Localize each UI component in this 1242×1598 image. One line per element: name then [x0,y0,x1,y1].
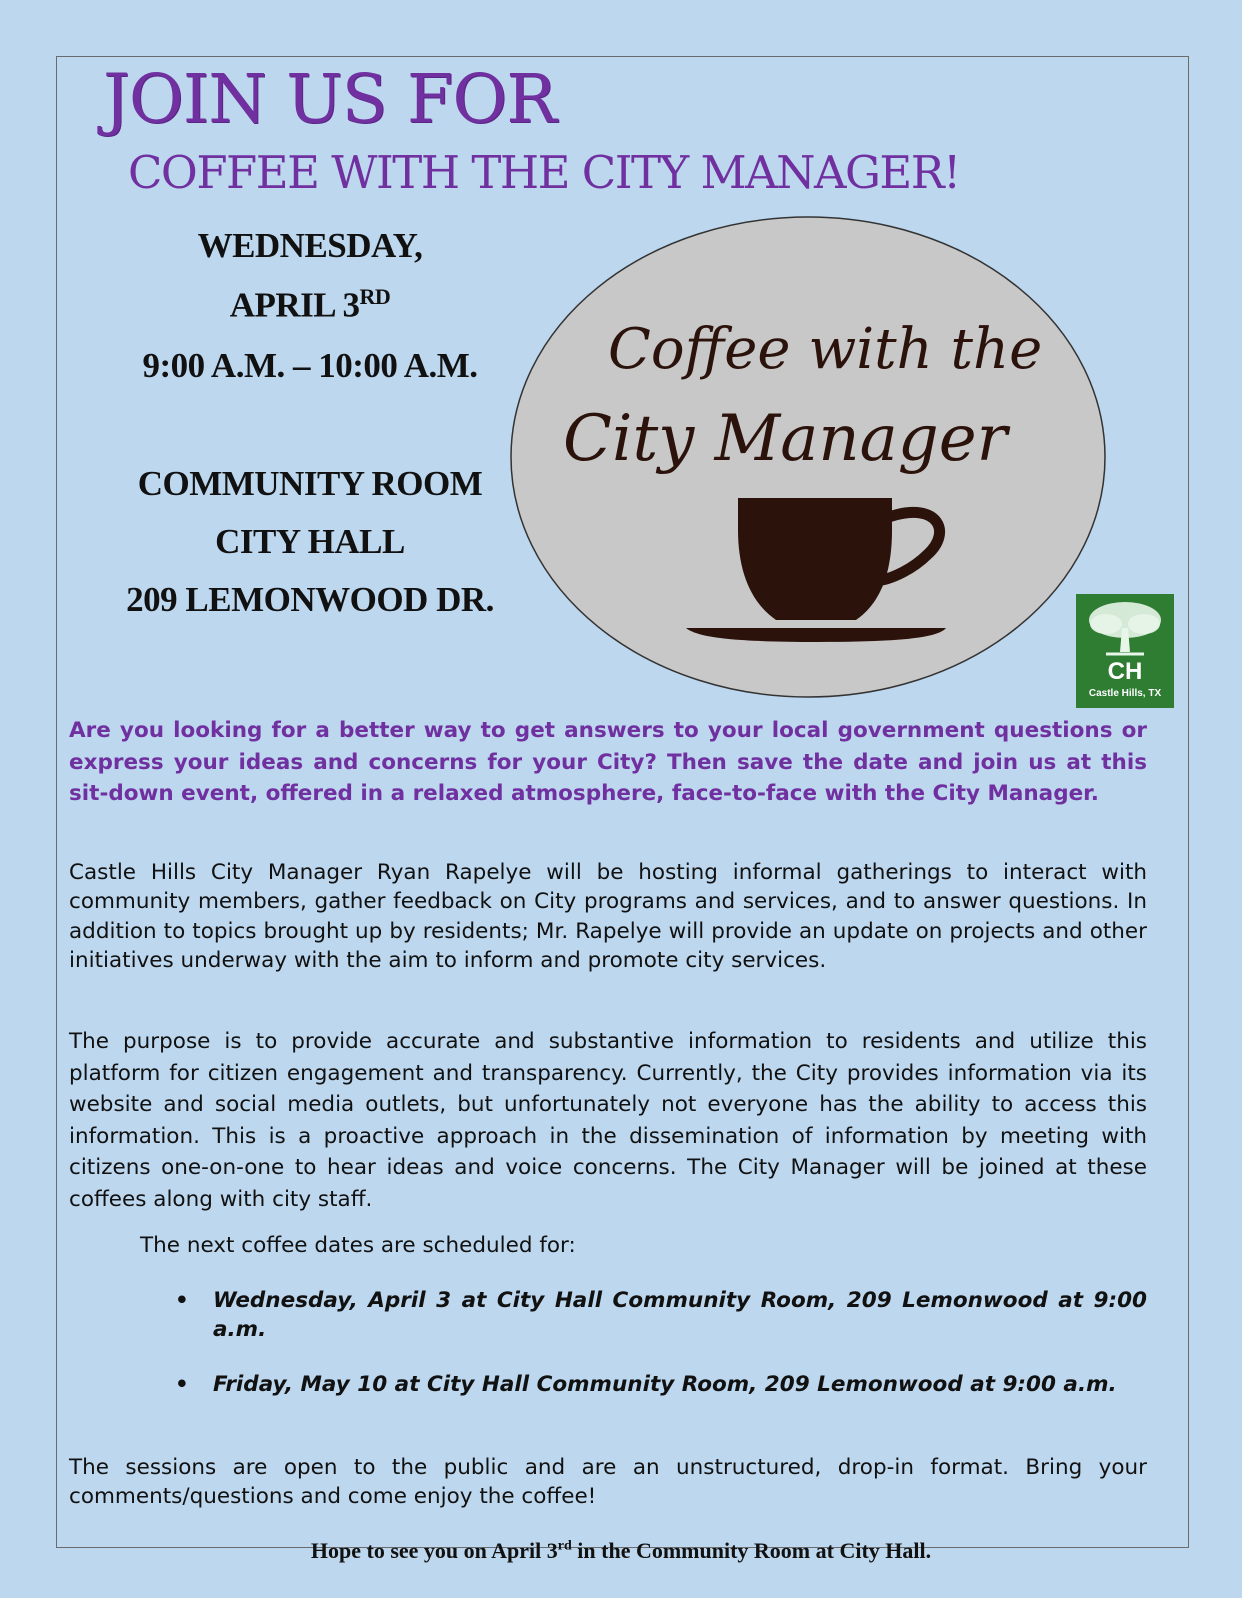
castle-hills-badge [1076,594,1174,708]
coffee-logo [508,210,1118,705]
event-date [100,284,520,326]
badge-caption: Castle Hills, TX [1088,688,1162,699]
closing-paragraph: The sessions are open to the public and are an unstructured, drop-in format. Bring your comments/questions and come enjoy the coffee! [69,1455,1147,1510]
schedule-item [175,1286,1147,1345]
event-time: 9:00 A.M. – 10:00 A.M. [142,346,478,385]
schedule-intro: The next coffee dates are scheduled for: [140,1233,576,1258]
bullet-icon: • [175,1288,189,1313]
badge-monogram: CH [1107,658,1143,685]
event-day: WEDNESDAY, [197,226,423,265]
event-date-suffix: RD [359,284,391,309]
venue-address: 209 LEMONWOOD DR. [126,580,494,619]
footer-text-before: Hope to see you on April 3 [310,1538,558,1563]
body-paragraph-1: Castle Hills City Manager Ryan Rapelye will be hosting informal gatherings to interact with community members, gather feedback on City programs and services, and to answer questions. In addition to topics brought up by residents; Mr. Rapelye will provide an update on projects and other initiatives underway with the aim to inform and promote city services. [69,860,1147,973]
logo-script-line1: Coffee with the [608,317,1043,382]
body-paragraph-2: The purpose is to provide accurate and substantive information to residents and utilize this platform for citizen engagement and transparency. Currently, the City provides information via its website and social media outlets, but unfortunately not everyone has the ability to access this information. This is a proactive approach in the dissemination of information by meeting with citizens one-on-one to hear ideas and voice concerns. The City Manager will be joined at these coffees along with city staff. [69,1029,1147,1212]
schedule-item [175,1370,1147,1399]
footer-text-after: in the Community Room at City Hall. [571,1538,932,1563]
headline-coffee-with-city-manager: COFFEE WITH THE CITY MANAGER! [128,146,960,199]
headline-join-us: JOIN US FOR [103,60,556,138]
footer-note [0,1538,1242,1564]
tree-icon [1076,594,1174,660]
schedule-item-text: Friday, May 10 at City Hall Community Room, 209 Lemonwood at 9:00 a.m. [213,1372,1117,1397]
schedule-item-text: Wednesday, April 3 at City Hall Community Room, 209 Lemonwood at 9:00 a.m. [213,1288,1147,1343]
lead-paragraph: Are you looking for a better way to get answers to your local government questions or express your ideas and concerns for your City? Then save the date and join us at this sit-down event, offered in a relaxed atmosphere, face-to-face with the City Manager. [69,718,1147,806]
venue-building: CITY HALL [215,522,405,561]
event-date-main: APRIL 3 [229,285,360,325]
logo-script-line2: City Manager [563,402,1008,476]
bullet-icon: • [175,1372,189,1397]
footer-suffix: rd [557,1538,572,1554]
venue-room: COMMUNITY ROOM [137,464,483,503]
